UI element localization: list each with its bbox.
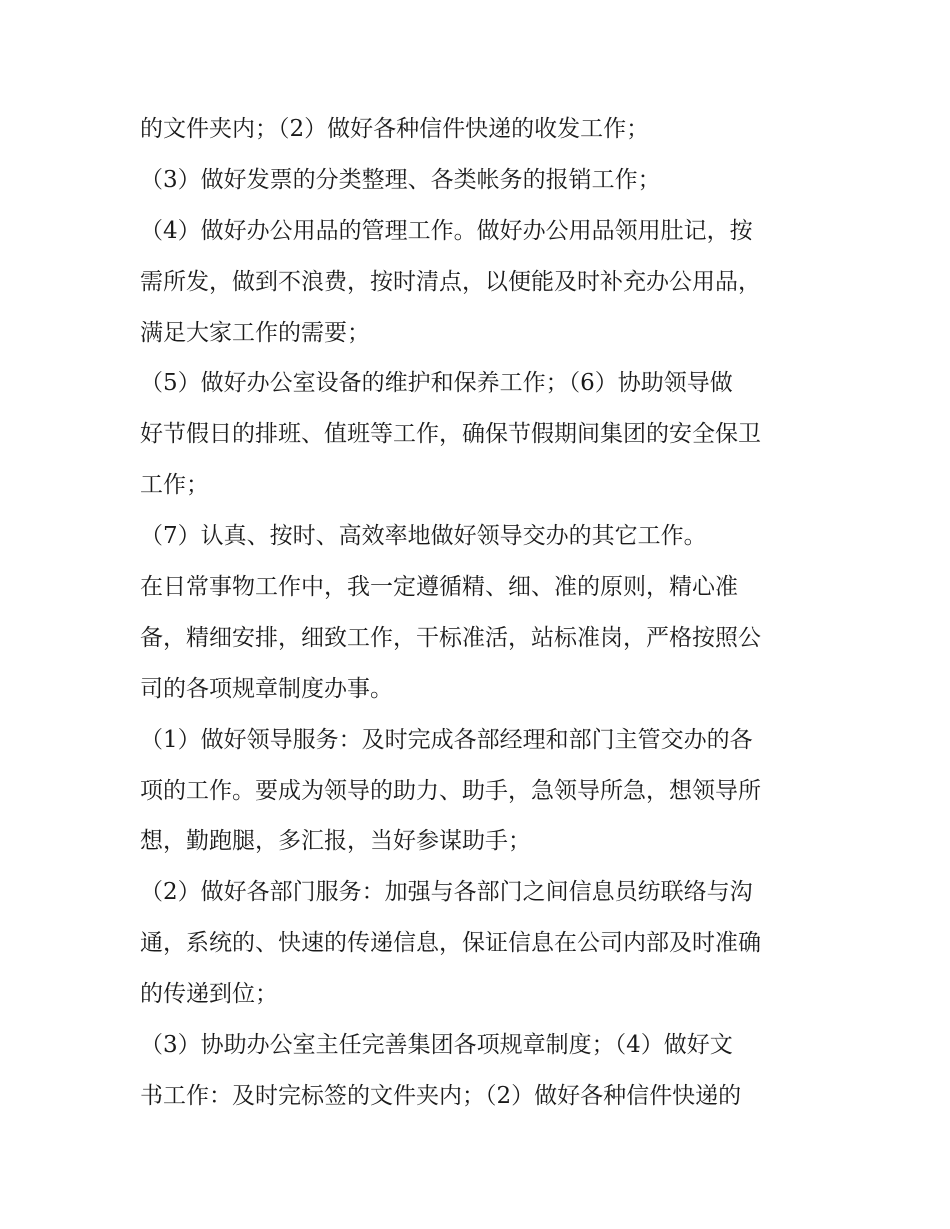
- text-line: 司的各项规章制度办事。: [140, 675, 393, 702]
- text-line: 工作；: [140, 472, 209, 499]
- text-line: 想，勤跑腿，多汇报，当好参谋助手；: [140, 828, 531, 855]
- text-line: （3）协助办公室主任完善集团各项规章制度；（4）做好文: [140, 1032, 733, 1059]
- text-line: 书工作：及时完标签的文件夹内；（2）做好各种信件快递的: [140, 1082, 742, 1109]
- text-line: 的文件夹内；（2）做好各种信件快递的收发工作；: [140, 116, 650, 142]
- text-line: 通，系统的、快速的传递信息，保证信息在公司内部及时准确: [140, 930, 761, 957]
- text-line: 备，精细安排，细致工作，干标准活，站标准岗，严格按照公: [140, 624, 761, 651]
- text-line: （7）认真、按时、高效率地做好领导交办的其它工作。: [140, 523, 707, 550]
- text-line: （1）做好领导服务：及时完成各部经理和部门主管交办的各: [140, 726, 753, 753]
- text-line: 项的工作。要成为领导的助力、助手，急领导所急，想领导所: [140, 777, 761, 804]
- text-line: （3）做好发票的分类整理、各类帐务的报销工作；: [140, 166, 661, 193]
- document-body: [140, 104, 830, 1122]
- text-line: 满足大家工作的需要；: [140, 319, 370, 346]
- text-line: 需所发，做到不浪费，按时清点，以便能及时补充办公用品，: [140, 268, 761, 295]
- text-line: 在日常事物工作中，我一定遵循精、细、准的原则，精心准: [140, 574, 738, 601]
- text-line: （2）做好各部门服务：加强与各部门之间信息员纺联络与沟: [140, 879, 753, 906]
- text-line: （5）做好办公室设备的维护和保养工作；（6）协助领导做: [140, 370, 733, 397]
- text-line: 好节假日的排班、值班等工作，确保节假期间集团的安全保卫: [140, 421, 761, 448]
- text-line: 的传递到位；: [140, 981, 278, 1008]
- text-line: （4）做好办公用品的管理工作。做好办公用品领用肚记，按: [140, 217, 753, 244]
